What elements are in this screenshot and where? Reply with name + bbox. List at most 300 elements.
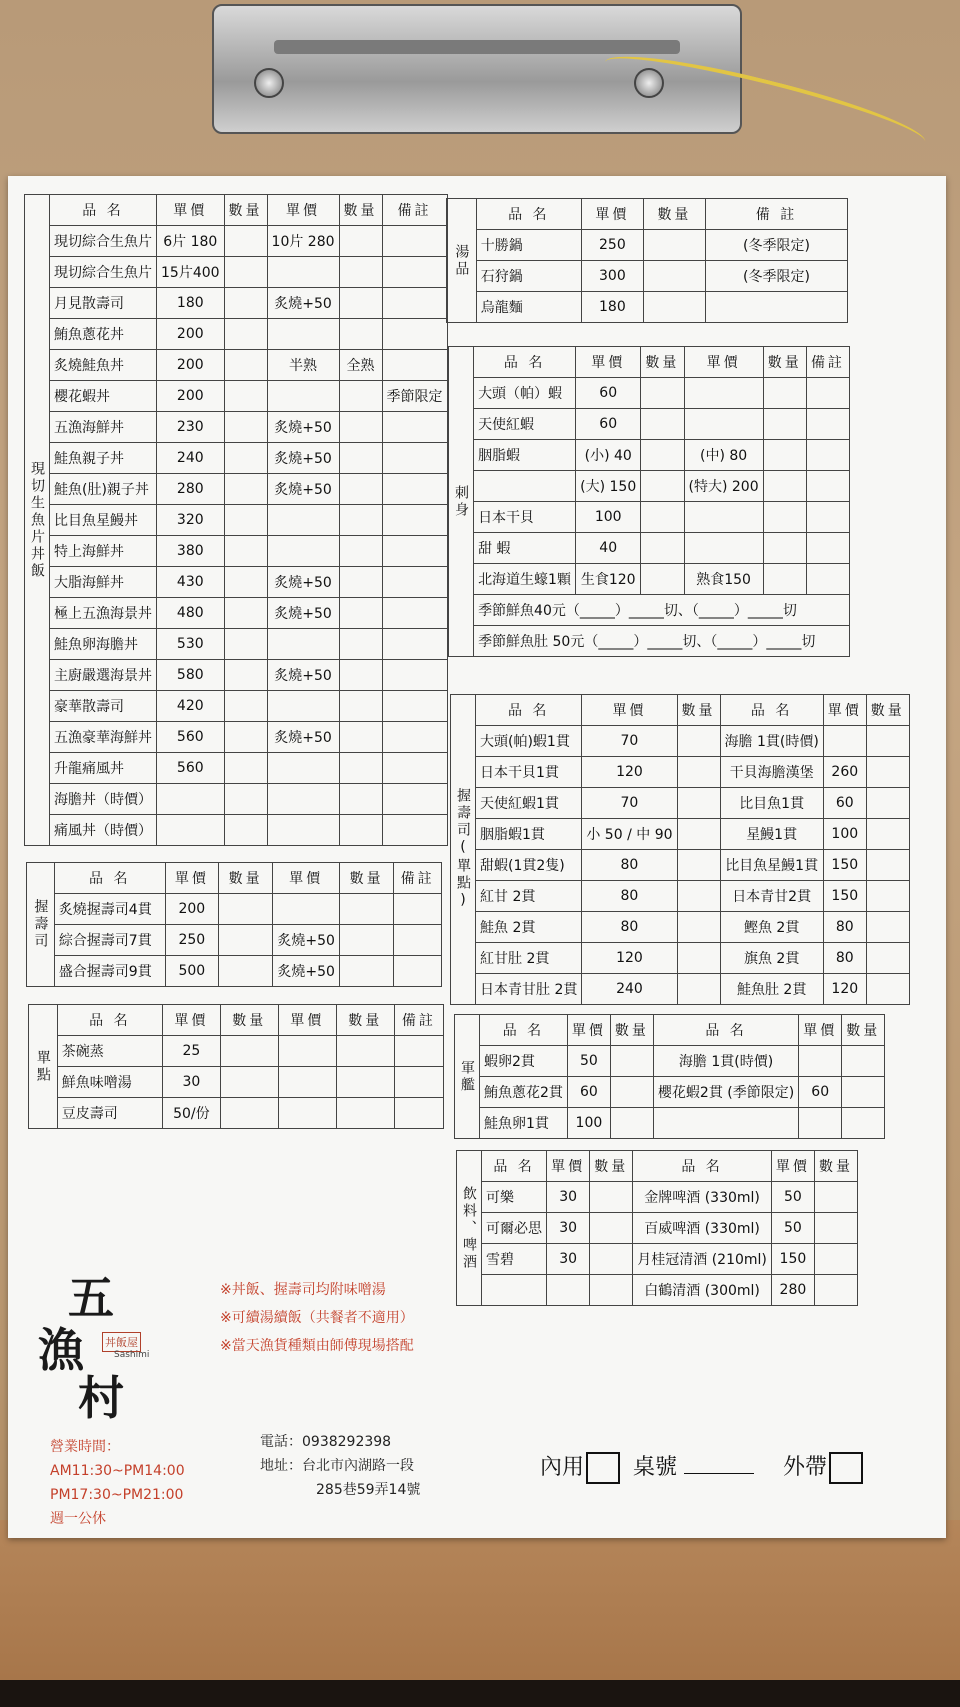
quantity-cell[interactable] (763, 502, 806, 533)
menu-cell: 櫻花蝦丼 (50, 381, 157, 412)
menu-cell: 綜合握壽司7貫 (54, 925, 165, 956)
table-row (447, 230, 848, 261)
quantity-cell[interactable] (677, 819, 720, 850)
quantity-cell[interactable] (224, 505, 267, 536)
logo-char: 五 (68, 1271, 114, 1325)
order-type-row (540, 1450, 869, 1484)
quantity-cell[interactable] (610, 1077, 653, 1108)
quantity-cell[interactable] (643, 261, 705, 292)
table-row (29, 1098, 444, 1129)
quantity-cell[interactable] (866, 943, 909, 974)
quantity-cell[interactable] (641, 502, 684, 533)
quantity-cell[interactable] (340, 894, 394, 925)
menu-cell: (特大) 200 (684, 471, 763, 502)
column-header: 數量 (220, 1005, 278, 1036)
quantity-cell[interactable] (336, 1036, 394, 1067)
sashimi-table (448, 346, 850, 657)
menu-cell: 天使紅蝦1貫 (476, 788, 582, 819)
menu-cell (278, 1067, 336, 1098)
menu-cell: 鮭魚 2貫 (476, 912, 582, 943)
column-header: 品 名 (482, 1151, 547, 1182)
quantity-cell[interactable] (339, 660, 382, 691)
table-row (29, 1036, 444, 1067)
column-header: 單價 (823, 695, 866, 726)
menu-cell: 百威啤酒 (330ml) (633, 1213, 772, 1244)
hours-label: 營業時間： (50, 1439, 120, 1455)
menu-cell: 十勝鍋 (476, 230, 581, 261)
quantity-cell[interactable] (677, 974, 720, 1005)
quantity-cell[interactable] (339, 753, 382, 784)
column-header: 備 註 (705, 199, 847, 230)
quantity-cell[interactable] (763, 409, 806, 440)
table-row (451, 726, 910, 757)
quantity-cell[interactable] (677, 757, 720, 788)
category-label: 握壽司 (27, 863, 55, 987)
quantity-cell[interactable] (224, 226, 267, 257)
single-items-table (28, 1004, 444, 1129)
quantity-cell[interactable] (336, 1067, 394, 1098)
menu-cell: 50/份 (163, 1098, 221, 1129)
menu-cell (684, 409, 763, 440)
menu-cell (806, 564, 849, 595)
column-header: 單價 (547, 1151, 590, 1182)
menu-cell (267, 505, 339, 536)
column-header: 單價 (771, 1151, 814, 1182)
menu-cell: 200 (157, 319, 225, 350)
menu-cell (267, 319, 339, 350)
nigiri-set-table (26, 862, 442, 987)
quantity-cell[interactable] (641, 409, 684, 440)
menu-cell (382, 257, 447, 288)
quantity-cell[interactable] (641, 378, 684, 409)
quantity-cell[interactable] (224, 691, 267, 722)
quantity-cell[interactable] (677, 881, 720, 912)
quantity-cell[interactable] (340, 925, 394, 956)
menu-cell (394, 1036, 443, 1067)
menu-cell: 生食120 (576, 564, 641, 595)
quantity-cell[interactable] (224, 319, 267, 350)
quantity-cell[interactable] (219, 956, 273, 987)
menu-cell: 炙燒+50 (267, 443, 339, 474)
menu-cell: 300 (581, 261, 643, 292)
menu-cell (267, 784, 339, 815)
menu-cell: 甜蝦(1貫2隻) (476, 850, 582, 881)
quantity-cell[interactable] (866, 974, 909, 1005)
menu-cell: 240 (157, 443, 225, 474)
quantity-cell[interactable] (340, 956, 394, 987)
menu-cell (382, 722, 447, 753)
menu-cell (267, 753, 339, 784)
quantity-cell[interactable] (339, 815, 382, 846)
menu-cell (267, 815, 339, 846)
menu-cell: 比目魚1貫 (720, 788, 823, 819)
menu-cell: 炙燒+50 (267, 598, 339, 629)
quantity-cell[interactable] (641, 564, 684, 595)
menu-cell: 70 (582, 726, 677, 757)
quantity-cell[interactable] (224, 474, 267, 505)
column-header: 單價 (581, 199, 643, 230)
quantity-cell[interactable] (339, 381, 382, 412)
table-header-row (447, 199, 848, 230)
table-row (27, 956, 442, 987)
table-header-row (25, 195, 448, 226)
menu-cell: 月桂冠清酒 (210ml) (633, 1244, 772, 1275)
column-header: 單價 (163, 1005, 221, 1036)
column-header: 備註 (394, 1005, 443, 1036)
table-header-row (449, 347, 850, 378)
column-header: 單價 (684, 347, 763, 378)
quantity-cell[interactable] (590, 1275, 633, 1306)
menu-cell: 季節限定 (382, 381, 447, 412)
table-number-field[interactable] (684, 1451, 754, 1474)
menu-cell (684, 502, 763, 533)
quantity-cell[interactable] (224, 815, 267, 846)
menu-cell (382, 660, 447, 691)
column-header: 品 名 (720, 695, 823, 726)
menu-cell: 480 (157, 598, 225, 629)
table-row (25, 753, 448, 784)
menu-cell (394, 925, 442, 956)
quantity-cell[interactable] (763, 378, 806, 409)
menu-cell (382, 784, 447, 815)
menu-cell: 比目魚星鰻丼 (50, 505, 157, 536)
menu-cell: 320 (157, 505, 225, 536)
menu-cell (382, 474, 447, 505)
takeout-label: 外帶 (783, 1455, 828, 1480)
menu-cell: 鮭魚卵海膽丼 (50, 629, 157, 660)
menu-cell (806, 471, 849, 502)
quantity-cell[interactable] (842, 1108, 885, 1139)
quantity-cell[interactable] (866, 788, 909, 819)
phone-number: 電話：0938292398 (260, 1434, 392, 1450)
table-row (451, 788, 910, 819)
menu-cell: 80 (823, 912, 866, 943)
menu-cell: 櫻花蝦2貫 (季節限定) (653, 1077, 798, 1108)
menu-cell: 60 (576, 409, 641, 440)
menu-cell: 金牌啤酒 (330ml) (633, 1182, 772, 1213)
menu-cell: 200 (165, 894, 218, 925)
menu-cell: 500 (165, 956, 218, 987)
quantity-cell[interactable] (677, 912, 720, 943)
column-header: 數量 (643, 199, 705, 230)
menu-cell: 120 (582, 757, 677, 788)
table-row (451, 943, 910, 974)
quantity-cell[interactable] (339, 536, 382, 567)
quantity-cell[interactable] (763, 564, 806, 595)
menu-cell: 280 (157, 474, 225, 505)
quantity-cell[interactable] (224, 536, 267, 567)
menu-cell: 100 (823, 819, 866, 850)
quantity-cell[interactable] (339, 722, 382, 753)
quantity-cell[interactable] (866, 850, 909, 881)
quantity-cell[interactable] (224, 567, 267, 598)
menu-cell: 五漁海鮮丼 (50, 412, 157, 443)
quantity-cell[interactable] (641, 533, 684, 564)
menu-cell: 250 (581, 230, 643, 261)
menu-cell: 120 (582, 943, 677, 974)
quantity-cell[interactable] (763, 533, 806, 564)
menu-cell (278, 1036, 336, 1067)
quantity-cell[interactable] (224, 598, 267, 629)
quantity-cell[interactable] (339, 412, 382, 443)
menu-cell: 100 (576, 502, 641, 533)
seasonal-fish-line[interactable]: 季節鮮魚40元（_____）_____切、（_____）_____切 (474, 595, 850, 626)
quantity-cell[interactable] (866, 881, 909, 912)
menu-cell: 420 (157, 691, 225, 722)
menu-cell: 70 (582, 788, 677, 819)
quantity-cell[interactable] (224, 288, 267, 319)
quantity-cell[interactable] (224, 257, 267, 288)
menu-cell: 200 (157, 381, 225, 412)
quantity-cell[interactable] (763, 440, 806, 471)
menu-cell: 50 (771, 1213, 814, 1244)
seasonal-fish-line[interactable]: 季節鮮魚肚 50元（_____）_____切、（_____）_____切 (474, 626, 850, 657)
menu-cell: 40 (576, 533, 641, 564)
menu-cell (382, 753, 447, 784)
quantity-cell[interactable] (224, 660, 267, 691)
column-header: 數量 (590, 1151, 633, 1182)
table-header-row (451, 695, 910, 726)
menu-cell (267, 381, 339, 412)
category-label: 刺身 (449, 347, 474, 657)
column-header: 單價 (278, 1005, 336, 1036)
restaurant-logo (30, 1262, 170, 1425)
menu-cell (684, 378, 763, 409)
quantity-cell[interactable] (339, 691, 382, 722)
quantity-cell[interactable] (224, 412, 267, 443)
menu-cell: 海膽 1貫(時價) (720, 726, 823, 757)
menu-cell (474, 471, 576, 502)
quantity-cell[interactable] (590, 1182, 633, 1213)
menu-cell: 鮪魚蔥花丼 (50, 319, 157, 350)
table-row (27, 925, 442, 956)
quantity-cell[interactable]: 全熟 (339, 350, 382, 381)
logo-subtitle: Sashimi (114, 1350, 150, 1360)
menu-cell: 北海道生蠔1顆 (474, 564, 576, 595)
quantity-cell[interactable] (814, 1244, 857, 1275)
menu-cell: 30 (547, 1244, 590, 1275)
menu-cell (267, 536, 339, 567)
quantity-cell[interactable] (677, 850, 720, 881)
quantity-cell[interactable] (224, 350, 267, 381)
menu-cell (382, 505, 447, 536)
column-header: 品 名 (480, 1015, 568, 1046)
menu-cell (278, 1098, 336, 1129)
menu-cell (394, 956, 442, 987)
quantity-cell[interactable] (763, 471, 806, 502)
quantity-cell[interactable] (866, 757, 909, 788)
quantity-cell[interactable] (339, 629, 382, 660)
menu-cell: 比目魚星鰻1貫 (720, 850, 823, 881)
table-row (25, 319, 448, 350)
menu-cell: 海膽 1貫(時價) (653, 1046, 798, 1077)
quantity-cell[interactable] (339, 567, 382, 598)
quantity-cell[interactable] (339, 474, 382, 505)
business-hours (50, 1435, 185, 1531)
quantity-cell[interactable] (643, 230, 705, 261)
menu-cell: 250 (165, 925, 218, 956)
quantity-cell[interactable] (339, 257, 382, 288)
menu-cell (547, 1275, 590, 1306)
quantity-cell[interactable] (339, 505, 382, 536)
table-row (25, 257, 448, 288)
column-header: 品 名 (474, 347, 576, 378)
column-header: 單價 (567, 1015, 610, 1046)
menu-cell: 主廚嚴選海景丼 (50, 660, 157, 691)
quantity-cell[interactable] (866, 819, 909, 850)
quantity-cell[interactable] (339, 598, 382, 629)
column-header: 備註 (806, 347, 849, 378)
menu-cell: 150 (823, 881, 866, 912)
table-row (457, 1213, 858, 1244)
table-row (25, 722, 448, 753)
quantity-cell[interactable] (224, 722, 267, 753)
quantity-cell[interactable] (814, 1275, 857, 1306)
menu-cell: 炙燒+50 (267, 474, 339, 505)
quantity-cell[interactable] (339, 443, 382, 474)
menu-cell: (小) 40 (576, 440, 641, 471)
table-row (25, 226, 448, 257)
quantity-cell[interactable] (220, 1067, 278, 1098)
menu-cell: 80 (582, 881, 677, 912)
menu-cell (382, 598, 447, 629)
menu-cell: 大頭(帕)蝦1貫 (476, 726, 582, 757)
menu-cell: 大頭（帕）蝦 (474, 378, 576, 409)
menu-cell: 旗魚 2貫 (720, 943, 823, 974)
quantity-cell[interactable] (610, 1046, 653, 1077)
quantity-cell[interactable] (842, 1046, 885, 1077)
table-row (449, 502, 850, 533)
category-label: 軍艦 (455, 1015, 480, 1139)
menu-cell: 現切綜合生魚片 (50, 257, 157, 288)
menu-cell: 30 (547, 1182, 590, 1213)
table-row (447, 292, 848, 323)
table-row (449, 440, 850, 471)
menu-cell: 小 50 / 中 90 (582, 819, 677, 850)
quantity-cell[interactable] (641, 440, 684, 471)
column-header: 品 名 (50, 195, 157, 226)
table-row (449, 564, 850, 595)
column-header: 單價 (799, 1015, 842, 1046)
menu-cell (267, 691, 339, 722)
menu-cell: 炙燒握壽司4貫 (54, 894, 165, 925)
quantity-cell[interactable] (220, 1036, 278, 1067)
column-header: 數量 (219, 863, 273, 894)
menu-cell: 鮭魚卵1貫 (480, 1108, 568, 1139)
table-row (457, 1244, 858, 1275)
menu-cell: 200 (157, 350, 225, 381)
menu-cell (382, 412, 447, 443)
menu-cell: 60 (576, 378, 641, 409)
sashimi-rice-table (24, 194, 448, 846)
menu-cell: 白鶴清酒 (300ml) (633, 1275, 772, 1306)
column-header: 數量 (224, 195, 267, 226)
quantity-cell[interactable] (866, 726, 909, 757)
menu-cell: 半熟 (267, 350, 339, 381)
menu-cell: 海膽丼（時價） (50, 784, 157, 815)
menu-cell: 炙燒+50 (267, 660, 339, 691)
menu-cell: 120 (823, 974, 866, 1005)
table-row (27, 894, 442, 925)
menu-cell (382, 226, 447, 257)
menu-cell: (大) 150 (576, 471, 641, 502)
menu-cell (806, 502, 849, 533)
table-row (29, 1067, 444, 1098)
quantity-cell[interactable] (224, 381, 267, 412)
menu-cell: 蝦卵2貫 (480, 1046, 568, 1077)
menu-cell: 180 (581, 292, 643, 323)
menu-cell: 紅甘 2貫 (476, 881, 582, 912)
table-row (457, 1182, 858, 1213)
menu-cell: 560 (157, 753, 225, 784)
quantity-cell[interactable] (677, 726, 720, 757)
menu-cell: 日本干貝 (474, 502, 576, 533)
quantity-cell[interactable] (814, 1182, 857, 1213)
quantity-cell[interactable] (224, 629, 267, 660)
dine-in-checkbox[interactable] (586, 1452, 620, 1484)
quantity-cell[interactable] (224, 753, 267, 784)
category-label: 湯品 (447, 199, 477, 323)
quantity-cell[interactable] (219, 925, 273, 956)
quantity-cell[interactable] (219, 894, 273, 925)
quantity-cell[interactable] (224, 443, 267, 474)
quantity-cell[interactable] (866, 912, 909, 943)
menu-cell: 30 (163, 1067, 221, 1098)
clipboard-board (0, 1520, 960, 1680)
quantity-cell[interactable] (224, 784, 267, 815)
quantity-cell[interactable] (339, 288, 382, 319)
seasonal-row (449, 595, 850, 626)
table-header-row (29, 1005, 444, 1036)
menu-cell: 大脂海鮮丼 (50, 567, 157, 598)
menu-cell: 極上五漁海景丼 (50, 598, 157, 629)
menu-cell: 日本青甘2貫 (720, 881, 823, 912)
table-header-row (27, 863, 442, 894)
quantity-cell[interactable] (842, 1077, 885, 1108)
quantity-cell[interactable] (641, 471, 684, 502)
menu-cell (799, 1108, 842, 1139)
menu-cell: 380 (157, 536, 225, 567)
logo-char: 漁 (38, 1323, 84, 1377)
menu-cell: 60 (567, 1077, 610, 1108)
quantity-cell[interactable] (220, 1098, 278, 1129)
quantity-cell[interactable] (677, 943, 720, 974)
menu-cell (382, 567, 447, 598)
quantity-cell[interactable] (339, 226, 382, 257)
quantity-cell[interactable] (590, 1213, 633, 1244)
quantity-cell[interactable] (590, 1244, 633, 1275)
table-row (25, 350, 448, 381)
table-row (449, 471, 850, 502)
menu-cell: 50 (567, 1046, 610, 1077)
menu-cell (382, 443, 447, 474)
quantity-cell[interactable] (610, 1108, 653, 1139)
menu-cell: 特上海鮮丼 (50, 536, 157, 567)
quantity-cell[interactable] (339, 319, 382, 350)
quantity-cell[interactable] (677, 788, 720, 819)
quantity-cell[interactable] (336, 1098, 394, 1129)
quantity-cell[interactable] (814, 1213, 857, 1244)
takeout-checkbox[interactable] (829, 1452, 863, 1484)
menu-cell: 炙燒+50 (267, 567, 339, 598)
menu-cell: 現切綜合生魚片 (50, 226, 157, 257)
nigiri-single-table (450, 694, 910, 1005)
column-header: 數量 (763, 347, 806, 378)
quantity-cell[interactable] (643, 292, 705, 323)
menu-cell: 80 (823, 943, 866, 974)
quantity-cell[interactable] (339, 784, 382, 815)
note-line: ※當天漁貨種類由師傅現場搭配 (220, 1338, 414, 1354)
